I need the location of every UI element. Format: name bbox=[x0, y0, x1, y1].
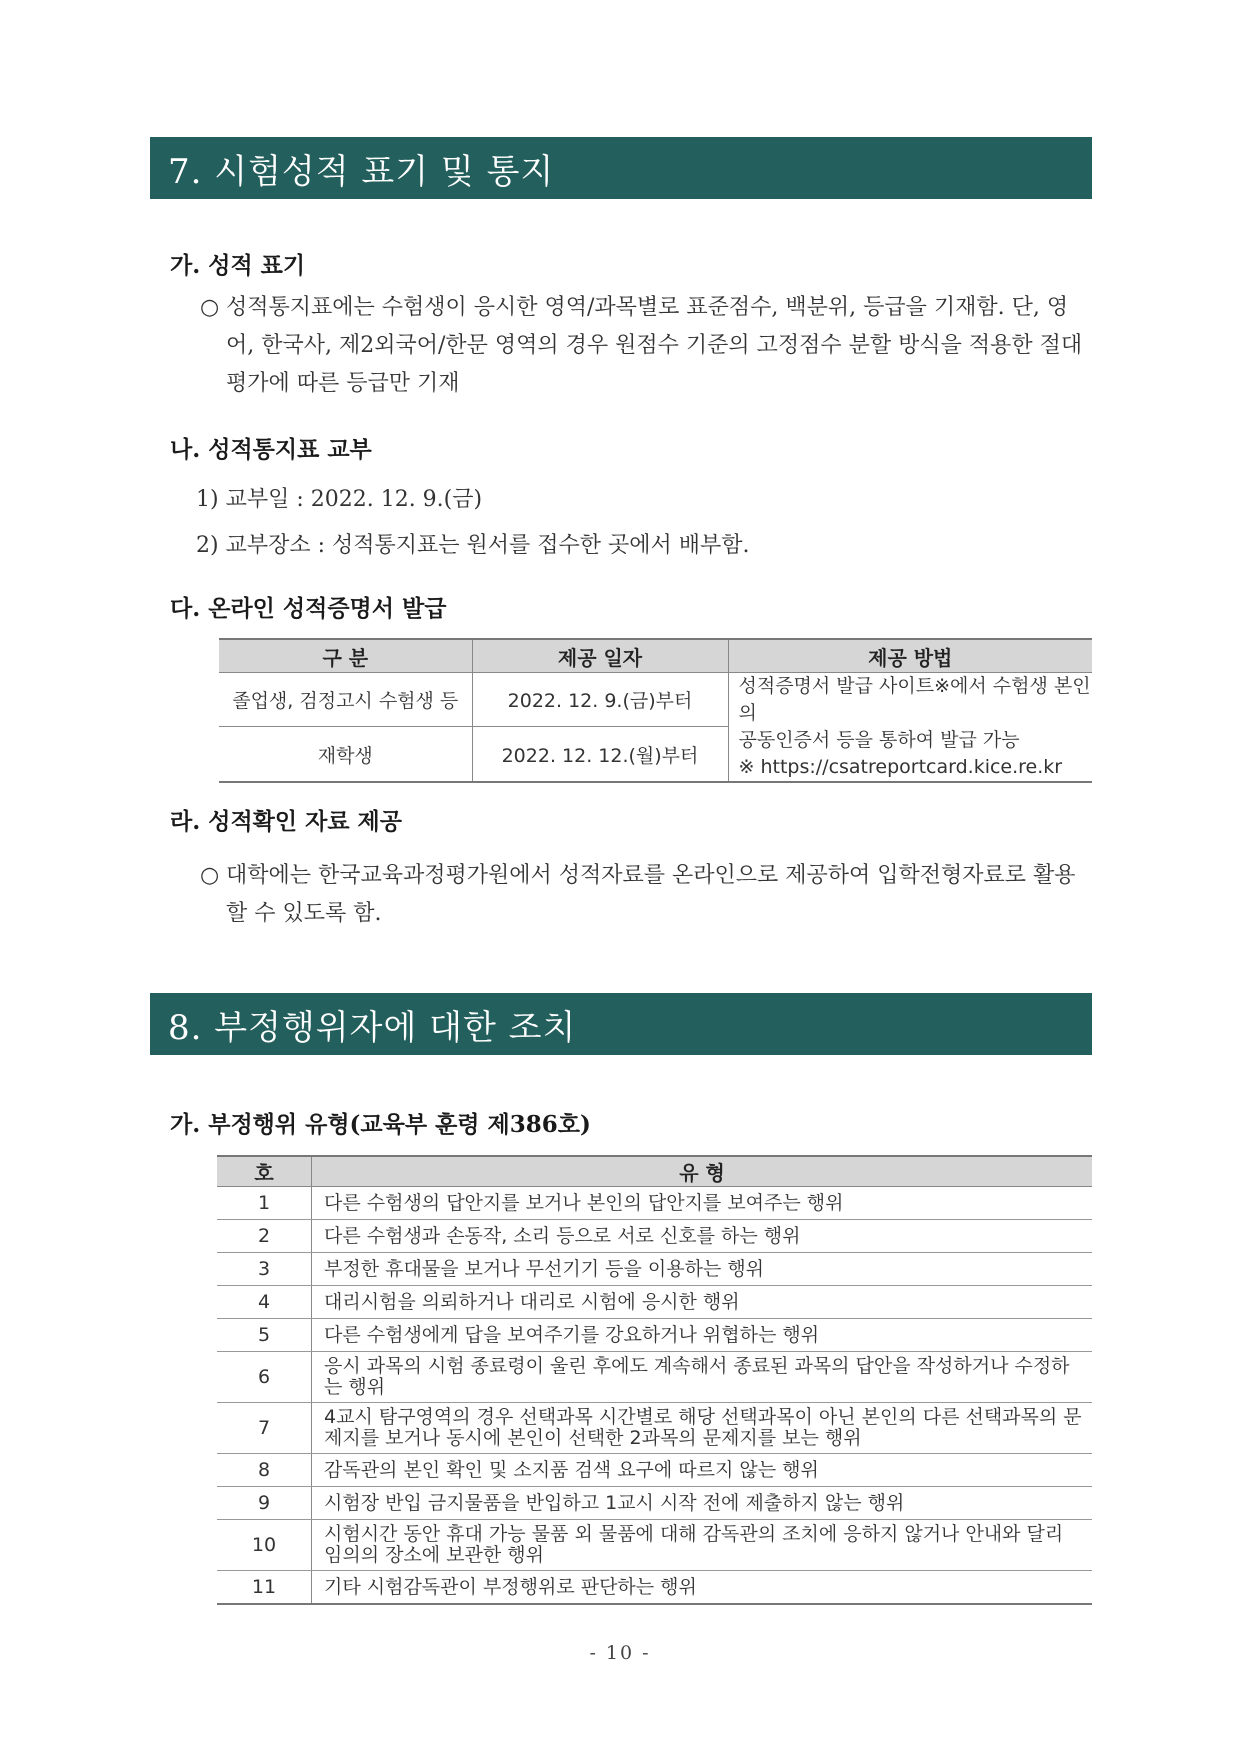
table-row bbox=[217, 1487, 1092, 1520]
bullet-circle: ○ bbox=[200, 295, 220, 320]
certificate-table bbox=[219, 638, 1092, 783]
cell-type: 다른 수험생에게 답을 보여주기를 강요하거나 위협하는 행위 bbox=[312, 1319, 1093, 1352]
table-row bbox=[217, 1403, 1092, 1454]
cell-date: 2022. 12. 9.(금)부터 bbox=[472, 673, 728, 727]
section7-d-paragraph bbox=[200, 857, 1095, 933]
cell-type: 다른 수험생의 답안지를 보거나 본인의 답안지를 보여주는 행위 bbox=[312, 1187, 1093, 1220]
cell-type: 기타 시험감독관이 부정행위로 판단하는 행위 bbox=[312, 1571, 1093, 1605]
cell-no: 6 bbox=[217, 1352, 312, 1403]
cell-no: 9 bbox=[217, 1487, 312, 1520]
cell-type: 대리시험을 의뢰하거나 대리로 시험에 응시한 행위 bbox=[312, 1286, 1093, 1319]
table-row bbox=[217, 1454, 1092, 1487]
section7-b-item-1: 1) 교부일 : 2022. 12. 9.(금) bbox=[196, 487, 483, 512]
section7-a-paragraph bbox=[200, 289, 1095, 403]
method-line-1: 성적증명서 발급 사이트※에서 수험생 본인의 bbox=[738, 675, 1091, 724]
section7-d-text: 대학에는 한국교육과정평가원에서 성적자료를 온라인으로 제공하여 입학전형자료로 활용할 수 있도록 함. bbox=[226, 863, 1076, 926]
section7-banner bbox=[150, 137, 1092, 199]
cell-no: 8 bbox=[217, 1454, 312, 1487]
section7-a-text: 성적통지표에는 수험생이 응시한 영역/과목별로 표준점수, 백분위, 등급을 기재함. 단, 영어, 한국사, 제2외국어/한문 영역의 경우 원점수 기준의 고정점수 분할 방식을 적용한 절대 평가에 따른 등급만 기재 bbox=[226, 295, 1083, 396]
table-row bbox=[217, 1286, 1092, 1319]
col-header-type: 유 형 bbox=[312, 1156, 1093, 1187]
cell-date: 2022. 12. 12.(월)부터 bbox=[472, 727, 728, 782]
cell-no: 4 bbox=[217, 1286, 312, 1319]
cell-category: 재학생 bbox=[219, 727, 472, 782]
page-number: - 10 - bbox=[589, 1642, 651, 1664]
cell-type: 시험장 반입 금지물품을 반입하고 1교시 시작 전에 제출하지 않는 행위 bbox=[312, 1487, 1093, 1520]
table-row bbox=[219, 673, 1092, 727]
cell-type: 시험시간 동안 휴대 가능 물품 외 물품에 대해 감독관의 조치에 응하지 않거나 안내와 달리 임의의 장소에 보관한 행위 bbox=[312, 1520, 1093, 1571]
section7-b-heading: 나. 성적통지표 교부 bbox=[170, 436, 372, 463]
section7-b-item-2: 2) 교부장소 : 성적통지표는 원서를 접수한 곳에서 배부함. bbox=[196, 533, 750, 558]
table-row bbox=[217, 1571, 1092, 1605]
misconduct-table bbox=[217, 1155, 1092, 1605]
cell-no: 5 bbox=[217, 1319, 312, 1352]
cell-type: 다른 수험생과 손동작, 소리 등으로 서로 신호를 하는 행위 bbox=[312, 1220, 1093, 1253]
cell-no: 1 bbox=[217, 1187, 312, 1220]
section7-title: 7. 시험성적 표기 및 통지 bbox=[168, 151, 555, 192]
cell-no: 3 bbox=[217, 1253, 312, 1286]
section7-a-heading: 가. 성적 표기 bbox=[170, 252, 306, 279]
cell-no: 11 bbox=[217, 1571, 312, 1605]
col-header-date: 제공 일자 bbox=[472, 639, 728, 673]
cell-no: 7 bbox=[217, 1403, 312, 1454]
cell-type: 감독관의 본인 확인 및 소지품 검색 요구에 따르지 않는 행위 bbox=[312, 1454, 1093, 1487]
cell-type: 부정한 휴대물을 보거나 무선기기 등을 이용하는 행위 bbox=[312, 1253, 1093, 1286]
section7-c-heading: 다. 온라인 성적증명서 발급 bbox=[170, 595, 447, 622]
section8-a-heading: 가. 부정행위 유형(교육부 훈령 제386호) bbox=[170, 1111, 591, 1138]
bullet-circle: ○ bbox=[200, 863, 220, 888]
cell-type: 응시 과목의 시험 종료령이 울린 후에도 계속해서 종료된 과목의 답안을 작성하거나 수정하는 행위 bbox=[312, 1352, 1093, 1403]
table-row bbox=[217, 1220, 1092, 1253]
cell-method bbox=[728, 673, 1092, 783]
col-header-category: 구 분 bbox=[219, 639, 472, 673]
cell-no: 2 bbox=[217, 1220, 312, 1253]
table-row bbox=[217, 1352, 1092, 1403]
section8-banner bbox=[150, 993, 1092, 1055]
table-row bbox=[217, 1319, 1092, 1352]
table-row bbox=[217, 1187, 1092, 1220]
table-row bbox=[217, 1253, 1092, 1286]
method-line-2: 공동인증서 등을 통하여 발급 가능 bbox=[738, 729, 1020, 751]
table-row bbox=[217, 1520, 1092, 1571]
cell-no: 10 bbox=[217, 1520, 312, 1571]
section7-d-heading: 라. 성적확인 자료 제공 bbox=[170, 808, 402, 835]
cell-type: 4교시 탐구영역의 경우 선택과목 시간별로 해당 선택과목이 아닌 본인의 다른 선택과목의 문제지를 보거나 동시에 본인이 선택한 2과목의 문제지를 보는 행위 bbox=[312, 1403, 1093, 1454]
method-line-3: ※ https://csatreportcard.kice.re.kr bbox=[738, 756, 1063, 778]
section8-title: 8. 부정행위자에 대한 조치 bbox=[168, 1007, 577, 1048]
col-header-method: 제공 방법 bbox=[728, 639, 1092, 673]
col-header-no: 호 bbox=[217, 1156, 312, 1187]
cell-category: 졸업생, 검정고시 수험생 등 bbox=[219, 673, 472, 727]
